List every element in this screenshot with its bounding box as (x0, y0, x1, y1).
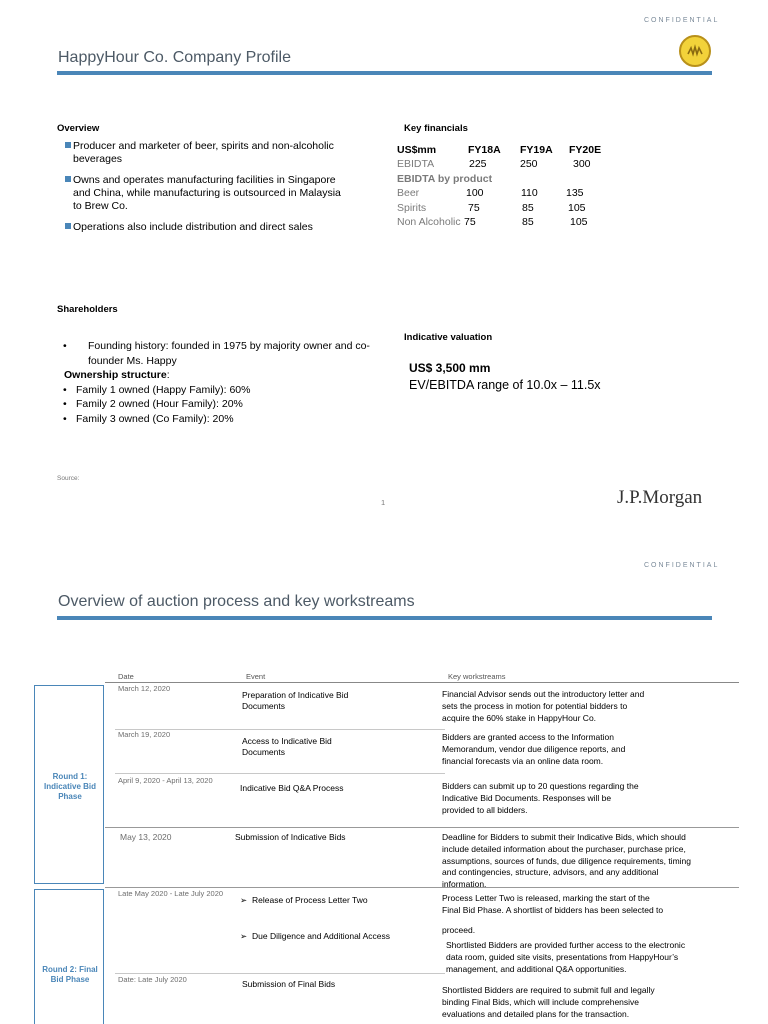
title-rule (57, 71, 712, 75)
table-row: Non Alcoholic 75 85 105 (397, 216, 588, 228)
arrow-bullet-icon: ➢ (240, 895, 248, 905)
confidential-label: CONFIDENTIAL (644, 17, 720, 24)
bullet-square-icon (65, 142, 71, 148)
list-item: Owns and operates manufacturing facilities in Singapore and China, while manufacturing is outsourced in Malaysia to Brew Co. (65, 174, 385, 213)
list-item: • Family 1 owned (Happy Family): 60% (63, 383, 251, 396)
list-item: Operations also include distribution and direct sales (65, 221, 385, 234)
phase-label-round-2: Round 2: Final Bid Phase (42, 965, 98, 984)
header-divider (105, 682, 739, 683)
overview-heading: Overview (57, 123, 100, 134)
table-row: US$mm FY18A FY19A FY20E (397, 144, 602, 156)
list-item: Producer and marketer of beer, spirits and non-alcoholic beverages (65, 140, 385, 166)
list-item: • Family 3 owned (Co Family): 20% (63, 412, 234, 425)
table-row: Beer 100 110 135 (397, 187, 584, 199)
brand-logo: J.P.Morgan (617, 487, 703, 508)
table-row: Spirits 75 85 105 (397, 202, 586, 214)
bullet-dot-icon: • (63, 340, 67, 352)
column-header-workstreams: Key workstreams (448, 672, 506, 681)
phase-label-round-1: Round 1: Indicative Bid Phase (43, 772, 96, 801)
column-header-event: Event (246, 672, 266, 681)
list-item: • Founding history: founded in 1975 by majority owner and co- founder Ms. Happy (63, 340, 370, 367)
bullet-dot-icon: • (63, 383, 67, 396)
row-divider (115, 973, 445, 974)
company-logo-icon (679, 35, 711, 67)
bullet-dot-icon: • (63, 412, 67, 425)
bullet-square-icon (65, 223, 71, 229)
page-number: 1 (381, 498, 386, 507)
list-item: • Family 2 owned (Hour Family): 20% (63, 398, 243, 410)
table-row: EBIDTA by product (397, 173, 493, 185)
key-financials-heading: Key financials (404, 123, 468, 134)
financials-table (397, 143, 627, 233)
shareholders-heading: Shareholders (57, 304, 118, 315)
bullet-dot-icon: • (63, 398, 67, 410)
phase-box-round-2 (34, 889, 104, 1024)
title-rule (57, 616, 712, 620)
row-divider (115, 773, 445, 774)
row-divider (105, 827, 739, 828)
page-title: HappyHour Co. Company Profile (58, 49, 291, 66)
shareholders-list (63, 339, 393, 426)
valuation-value: US$ 3,500 mm (409, 361, 491, 375)
confidential-label: CONFIDENTIAL (644, 562, 720, 569)
overview-bullets (65, 140, 385, 234)
column-header-date: Date (118, 672, 134, 681)
bullet-square-icon (65, 176, 71, 182)
source-note: Source: (57, 475, 80, 482)
valuation-range: EV/EBITDA range of 10.0x – 11.5x (409, 378, 601, 392)
table-row: EBIDTA 225 250 300 (397, 158, 591, 170)
page-title: Overview of auction process and key workstreams (58, 593, 415, 610)
ownership-structure-label: Ownership structure: (64, 369, 170, 381)
arrow-bullet-icon: ➢ (240, 931, 248, 941)
valuation-heading: Indicative valuation (404, 332, 493, 343)
